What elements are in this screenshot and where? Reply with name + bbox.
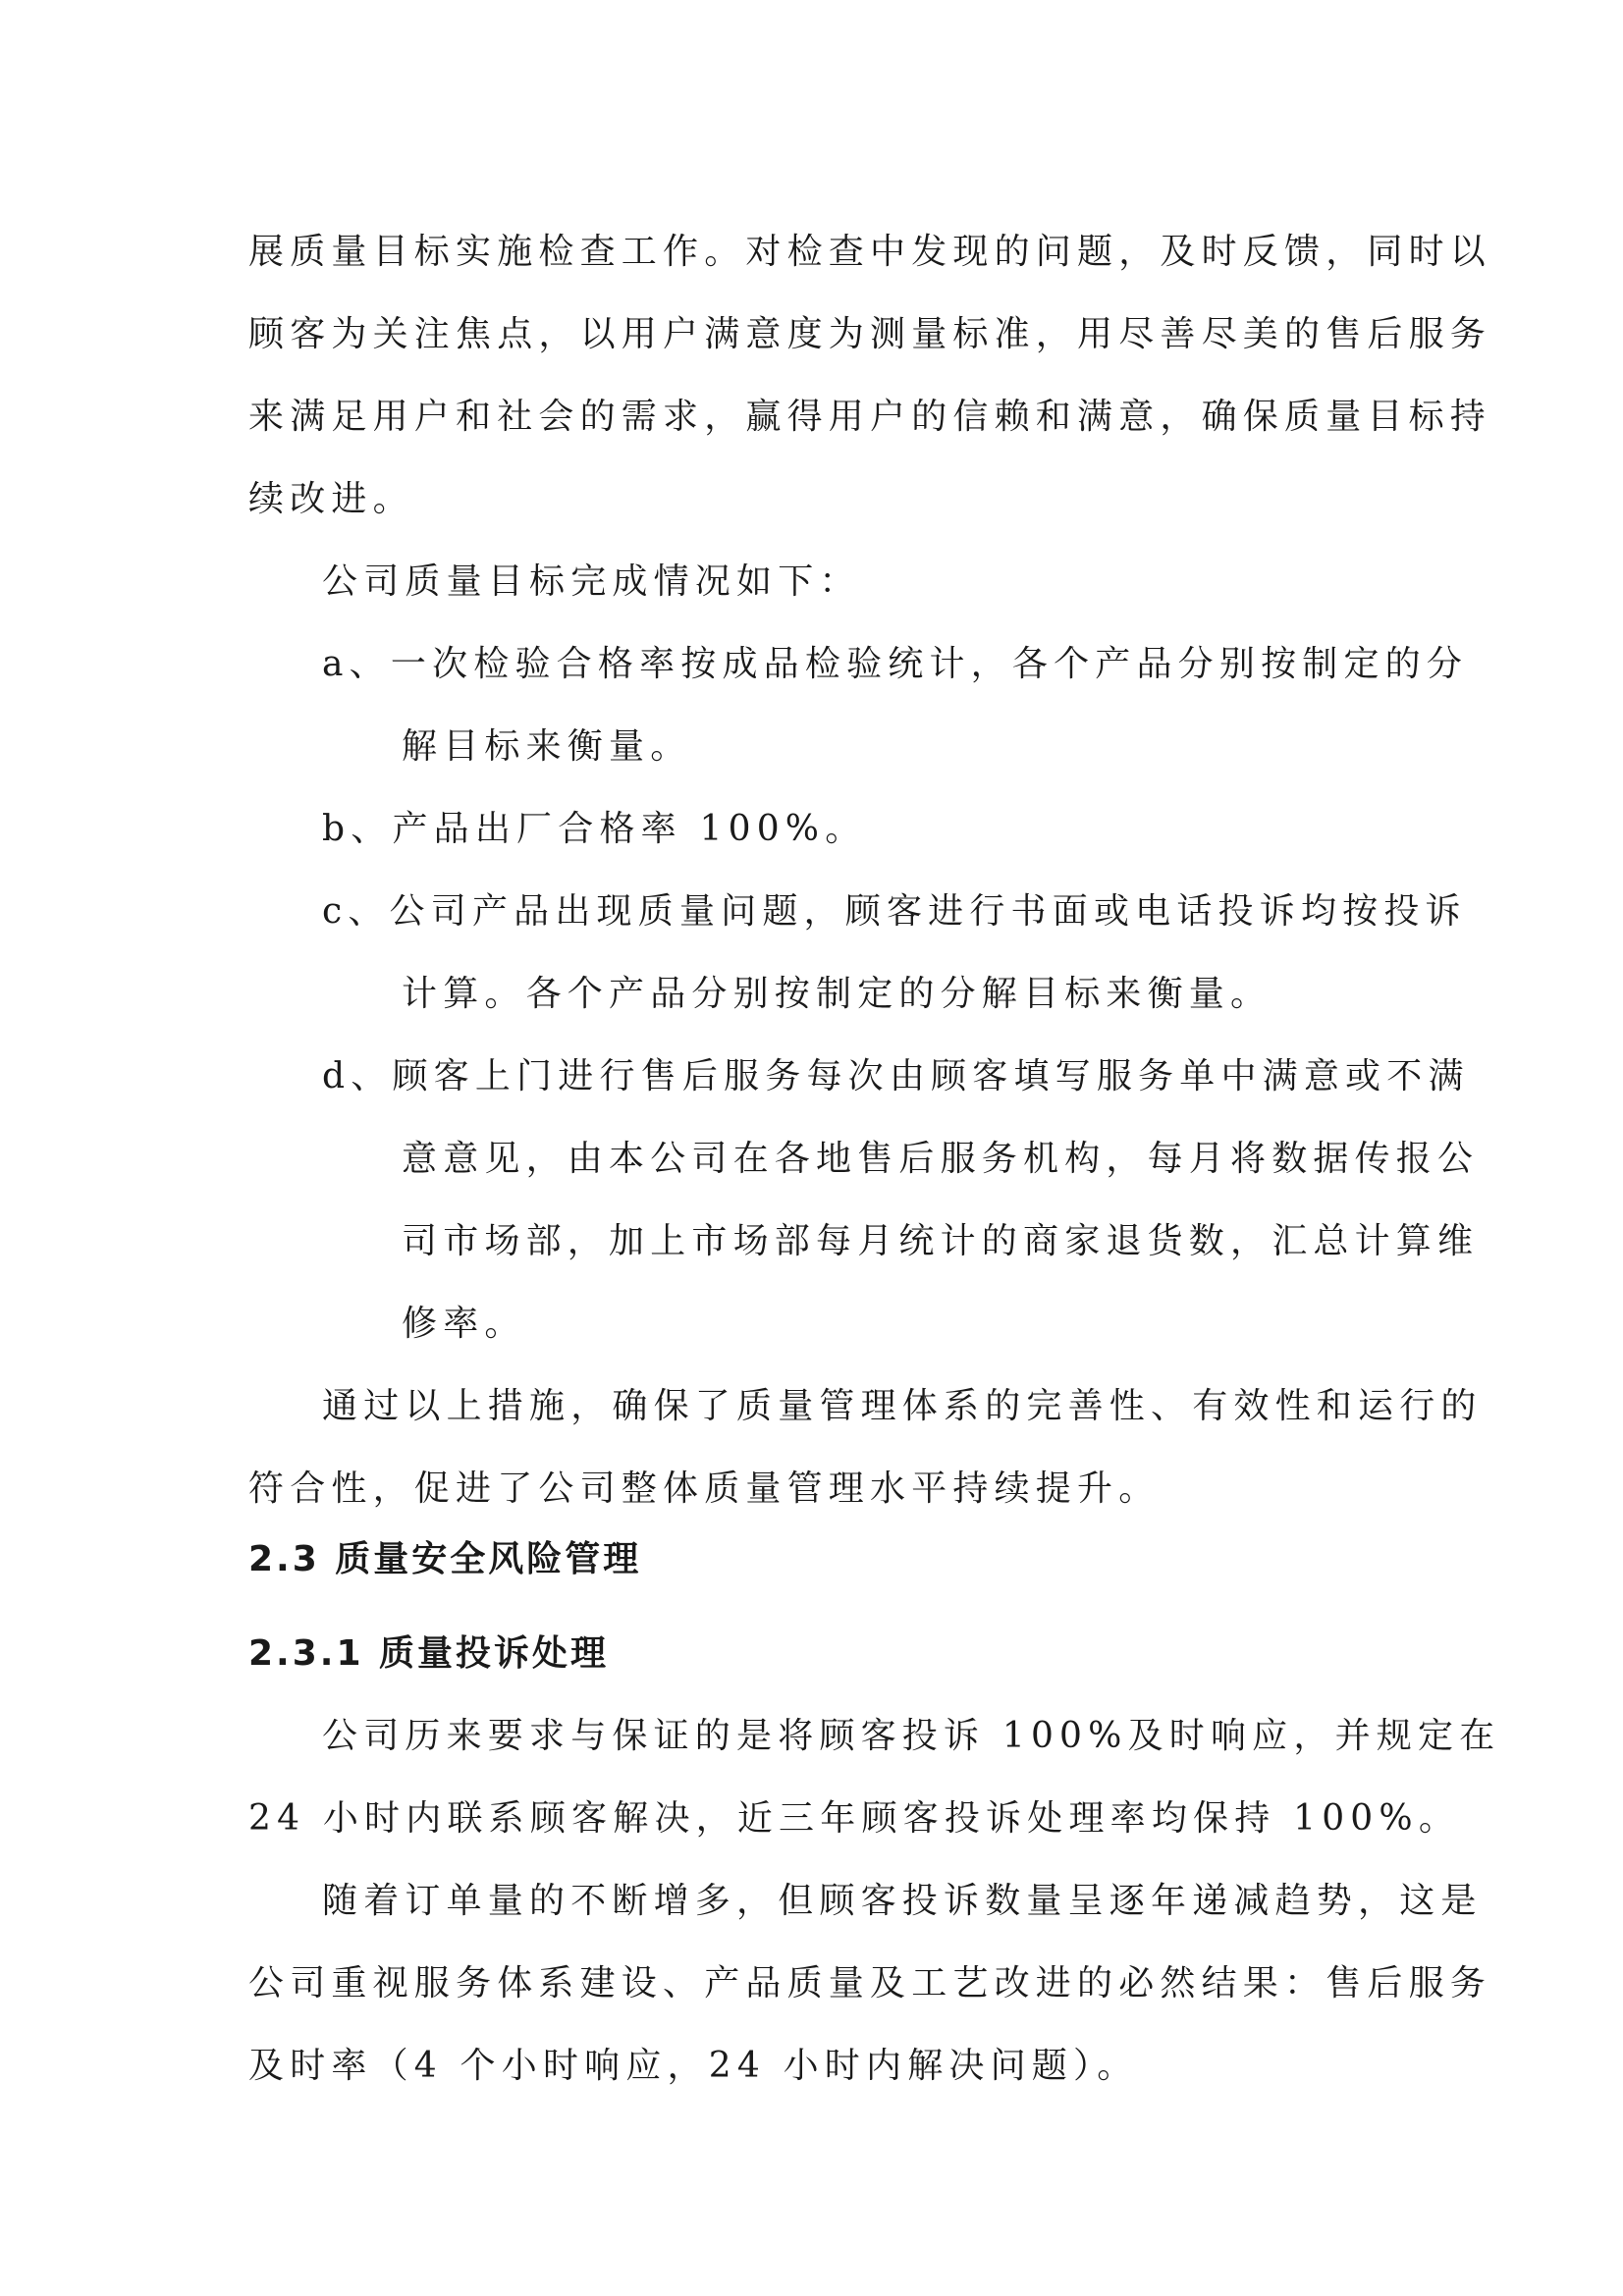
- list-item-continuation: 计算。各个产品分别按制定的分解目标来衡量。: [402, 974, 1272, 1014]
- paragraph-line: 公司质量目标完成情况如下：: [322, 561, 861, 602]
- list-item: d、顾客上门进行售后服务每次由顾客填写服务单中满意或不满: [322, 1056, 1470, 1096]
- list-item: b、产品出厂合格率 100%。: [322, 809, 867, 849]
- paragraph-line: 通过以上措施，确保了质量管理体系的完善性、有效性和运行的: [322, 1386, 1483, 1426]
- list-item-continuation: 司市场部，加上市场部每月统计的商家退货数，汇总计算维: [402, 1221, 1480, 1261]
- paragraph-line: 随着订单量的不断增多，但顾客投诉数量呈逐年递减趋势，这是: [322, 1881, 1483, 1921]
- subsection-heading: 2.3.1 质量投诉处理: [248, 1633, 610, 1674]
- paragraph-line: 顾客为关注焦点，以用户满意度为测量标准，用尽善尽美的售后服务: [248, 314, 1492, 354]
- list-item: c、公司产品出现质量问题，顾客进行书面或电话投诉均按投诉: [322, 891, 1467, 932]
- list-item-continuation: 意意见，由本公司在各地售后服务机构，每月将数据传报公: [402, 1139, 1480, 1179]
- paragraph-line: 来满足用户和社会的需求，赢得用户的信赖和满意，确保质量目标持: [248, 397, 1492, 437]
- paragraph-line: 续改进。: [248, 479, 414, 519]
- section-heading: 2.3 质量安全风险管理: [248, 1539, 642, 1579]
- paragraph-line: 公司重视服务体系建设、产品质量及工艺改进的必然结果：售后服务: [248, 1963, 1492, 2003]
- list-item-continuation: 解目标来衡量。: [402, 726, 692, 767]
- list-item-continuation: 修率。: [402, 1304, 526, 1344]
- list-item: a、一次检验合格率按成品检验统计，各个产品分别按制定的分: [322, 644, 1469, 684]
- paragraph-line: 公司历来要求与保证的是将顾客投诉 100%及时响应，并规定在: [322, 1716, 1501, 1756]
- paragraph-line: 及时率（4 个小时响应，24 小时内解决问题）。: [248, 2046, 1139, 2086]
- paragraph-line: 展质量目标实施检查工作。对检查中发现的问题，及时反馈，同时以: [248, 232, 1492, 272]
- paragraph-line: 24 小时内联系顾客解决，近三年顾客投诉处理率均保持 100%。: [248, 1798, 1461, 1839]
- paragraph-line: 符合性，促进了公司整体质量管理水平持续提升。: [248, 1468, 1161, 1509]
